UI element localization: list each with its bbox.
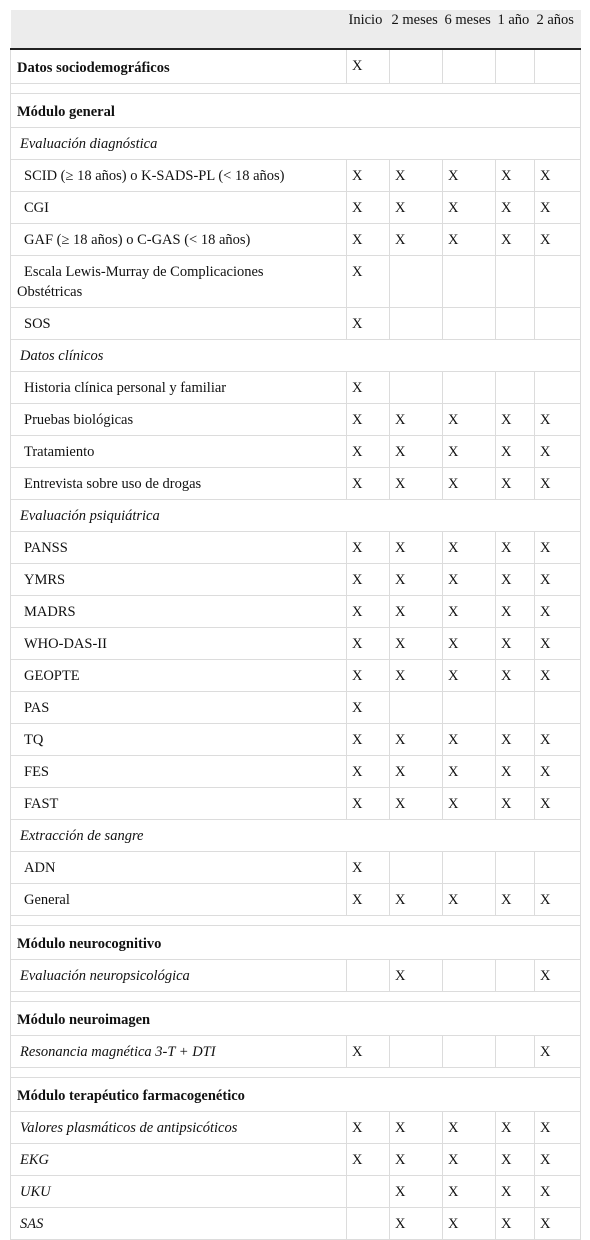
mark-inicio: X	[347, 308, 390, 340]
section-row	[11, 1002, 581, 1036]
section-title-modulo-neurocognitivo: Módulo neurocognitivo	[11, 926, 581, 960]
subsection-row	[11, 500, 581, 532]
row-label-scid-18-anos-o-k-sads-pl-18-anos: SCID (≥ 18 años) o K-SADS-PL (< 18 años)	[11, 160, 347, 192]
mark-2-anos: X	[535, 1112, 581, 1144]
row-label-uku: UKU	[11, 1176, 347, 1208]
mark-1-ano: X	[496, 628, 535, 660]
mark-6-meses	[443, 256, 496, 308]
table-row	[11, 160, 581, 192]
mark-1-ano: X	[496, 788, 535, 820]
spacer-row	[11, 916, 581, 926]
header-col-1-ano: 1 año	[496, 10, 535, 49]
row-label-gaf-18-anos-o-c-gas-18-anos: GAF (≥ 18 años) o C-GAS (< 18 años)	[11, 224, 347, 256]
mark-inicio: X	[347, 49, 390, 84]
mark-2-anos: X	[535, 564, 581, 596]
table-row	[11, 404, 581, 436]
mark-2-meses: X	[390, 404, 443, 436]
mark-6-meses: X	[443, 788, 496, 820]
mark-inicio: X	[347, 436, 390, 468]
mark-2-anos: X	[535, 628, 581, 660]
mark-6-meses: X	[443, 596, 496, 628]
mark-inicio: X	[347, 788, 390, 820]
mark-2-meses: X	[390, 628, 443, 660]
mark-6-meses: X	[443, 532, 496, 564]
mark-inicio: X	[347, 160, 390, 192]
mark-2-meses: X	[390, 884, 443, 916]
mark-2-meses: X	[390, 1208, 443, 1240]
mark-2-anos	[535, 49, 581, 84]
mark-6-meses: X	[443, 436, 496, 468]
row-label-fast: FAST	[11, 788, 347, 820]
mark-2-meses: X	[390, 788, 443, 820]
row-label-valores-plasmaticos-de-antipsicoticos: Valores plasmáticos de antipsicóticos	[11, 1112, 347, 1144]
mark-2-meses: X	[390, 756, 443, 788]
table-header	[11, 10, 581, 49]
row-label-who-das-ii: WHO-DAS-II	[11, 628, 347, 660]
row-label-sos: SOS	[11, 308, 347, 340]
subsection-title-evaluacion-psiquiatrica: Evaluación psiquiátrica	[11, 500, 581, 532]
section-title-modulo-terapeutico-farmacogenetico: Módulo terapéutico farmacogenético	[11, 1078, 581, 1112]
row-label-adn: ADN	[11, 852, 347, 884]
mark-2-anos: X	[535, 404, 581, 436]
mark-inicio: X	[347, 724, 390, 756]
mark-1-ano: X	[496, 404, 535, 436]
subsection-title-extraccion-de-sangre: Extracción de sangre	[11, 820, 581, 852]
mark-2-meses	[390, 308, 443, 340]
table-row	[11, 1036, 581, 1068]
mark-inicio: X	[347, 596, 390, 628]
spacer-row	[11, 992, 581, 1002]
mark-inicio: X	[347, 1144, 390, 1176]
section-row	[11, 1078, 581, 1112]
mark-2-anos: X	[535, 160, 581, 192]
mark-6-meses	[443, 692, 496, 724]
mark-2-meses: X	[390, 160, 443, 192]
mark-1-ano: X	[496, 724, 535, 756]
mark-2-anos: X	[535, 596, 581, 628]
mark-1-ano: X	[496, 192, 535, 224]
mark-2-meses: X	[390, 724, 443, 756]
mark-2-meses: X	[390, 192, 443, 224]
mark-6-meses: X	[443, 192, 496, 224]
mark-inicio: X	[347, 1036, 390, 1068]
mark-inicio: X	[347, 564, 390, 596]
table-row	[11, 224, 581, 256]
mark-1-ano: X	[496, 596, 535, 628]
mark-2-meses: X	[390, 596, 443, 628]
subsection-row	[11, 128, 581, 160]
row-label-tratamiento: Tratamiento	[11, 436, 347, 468]
header-label-cell	[11, 10, 347, 49]
table-row	[11, 960, 581, 992]
mark-inicio: X	[347, 192, 390, 224]
mark-inicio: X	[347, 884, 390, 916]
section-row	[11, 94, 581, 128]
mark-6-meses	[443, 49, 496, 84]
mark-1-ano: X	[496, 756, 535, 788]
mark-2-anos: X	[535, 960, 581, 992]
table-row	[11, 436, 581, 468]
table-row	[11, 724, 581, 756]
row-label-line-1: Escala Lewis-Murray de Complicaciones	[24, 264, 264, 280]
mark-2-anos: X	[535, 1176, 581, 1208]
header-col-2-meses: 2 meses	[390, 10, 443, 49]
row-label-entrevista-sobre-uso-de-drogas: Entrevista sobre uso de drogas	[11, 468, 347, 500]
mark-2-anos: X	[535, 436, 581, 468]
mark-2-meses: X	[390, 1144, 443, 1176]
subsection-title-datos-clinicos: Datos clínicos	[11, 340, 581, 372]
mark-6-meses: X	[443, 1144, 496, 1176]
mark-2-anos	[535, 308, 581, 340]
table-container	[10, 10, 580, 1232]
mark-inicio: X	[347, 224, 390, 256]
mark-2-meses: X	[390, 468, 443, 500]
section-title-modulo-neuroimagen: Módulo neuroimagen	[11, 1002, 581, 1036]
mark-2-meses	[390, 852, 443, 884]
mark-inicio	[347, 1208, 390, 1240]
subsection-row	[11, 340, 581, 372]
mark-6-meses: X	[443, 1208, 496, 1240]
mark-1-ano: X	[496, 436, 535, 468]
mark-6-meses: X	[443, 1112, 496, 1144]
mark-2-anos: X	[535, 756, 581, 788]
row-label-tq: TQ	[11, 724, 347, 756]
table-body	[11, 49, 581, 1240]
row-label-escala-lewis-murray-de-complicaciones	[11, 256, 347, 308]
mark-2-meses: X	[390, 1176, 443, 1208]
mark-1-ano	[496, 308, 535, 340]
table-row	[11, 1112, 581, 1144]
mark-2-anos: X	[535, 1208, 581, 1240]
spacer-cell	[11, 84, 581, 94]
mark-1-ano	[496, 256, 535, 308]
spacer-cell	[11, 1068, 581, 1078]
mark-6-meses: X	[443, 660, 496, 692]
mark-1-ano	[496, 960, 535, 992]
mark-1-ano: X	[496, 1112, 535, 1144]
mark-2-meses	[390, 372, 443, 404]
mark-inicio: X	[347, 372, 390, 404]
section-row	[11, 926, 581, 960]
table-row	[11, 1176, 581, 1208]
mark-6-meses: X	[443, 756, 496, 788]
mark-6-meses	[443, 1036, 496, 1068]
mark-2-anos: X	[535, 532, 581, 564]
mark-inicio: X	[347, 1112, 390, 1144]
mark-2-anos	[535, 256, 581, 308]
table-row	[11, 49, 581, 84]
table-row	[11, 308, 581, 340]
table-row	[11, 372, 581, 404]
table-row	[11, 1144, 581, 1176]
mark-2-meses: X	[390, 660, 443, 692]
table-row	[11, 256, 581, 308]
mark-inicio: X	[347, 628, 390, 660]
table-row	[11, 756, 581, 788]
row-label-cgi: CGI	[11, 192, 347, 224]
mark-inicio	[347, 960, 390, 992]
mark-2-meses: X	[390, 436, 443, 468]
mark-2-anos	[535, 692, 581, 724]
mark-1-ano: X	[496, 532, 535, 564]
mark-2-anos	[535, 372, 581, 404]
mark-inicio: X	[347, 256, 390, 308]
mark-inicio: X	[347, 468, 390, 500]
mark-inicio: X	[347, 756, 390, 788]
mark-2-meses	[390, 256, 443, 308]
mark-6-meses: X	[443, 160, 496, 192]
mark-1-ano: X	[496, 224, 535, 256]
assessment-schedule-table	[10, 10, 581, 1240]
mark-1-ano: X	[496, 884, 535, 916]
mark-2-anos: X	[535, 1144, 581, 1176]
mark-1-ano	[496, 1036, 535, 1068]
mark-2-anos: X	[535, 468, 581, 500]
mark-inicio: X	[347, 852, 390, 884]
mark-2-meses: X	[390, 224, 443, 256]
row-label-general: General	[11, 884, 347, 916]
mark-6-meses: X	[443, 468, 496, 500]
row-label-ekg: EKG	[11, 1144, 347, 1176]
table-row	[11, 564, 581, 596]
table-row	[11, 852, 581, 884]
table-row	[11, 596, 581, 628]
spacer-cell	[11, 992, 581, 1002]
spacer-cell	[11, 916, 581, 926]
mark-6-meses: X	[443, 404, 496, 436]
mark-1-ano: X	[496, 468, 535, 500]
mark-1-ano	[496, 49, 535, 84]
mark-1-ano: X	[496, 564, 535, 596]
row-label-pruebas-biologicas: Pruebas biológicas	[11, 404, 347, 436]
mark-1-ano	[496, 692, 535, 724]
mark-1-ano: X	[496, 660, 535, 692]
header-row	[11, 10, 581, 49]
mark-6-meses: X	[443, 884, 496, 916]
row-label-sas: SAS	[11, 1208, 347, 1240]
mark-2-meses	[390, 49, 443, 84]
row-label-evaluacion-neuropsicologica: Evaluación neuropsicológica	[11, 960, 347, 992]
header-col-2-anos: 2 años	[535, 10, 581, 49]
subsection-title-evaluacion-diagnostica: Evaluación diagnóstica	[11, 128, 581, 160]
mark-6-meses	[443, 372, 496, 404]
mark-1-ano	[496, 852, 535, 884]
mark-inicio	[347, 1176, 390, 1208]
section-title-modulo-general: Módulo general	[11, 94, 581, 128]
row-label-panss: PANSS	[11, 532, 347, 564]
row-label-fes: FES	[11, 756, 347, 788]
mark-1-ano: X	[496, 1144, 535, 1176]
subsection-row	[11, 820, 581, 852]
mark-2-anos: X	[535, 192, 581, 224]
table-row	[11, 1208, 581, 1240]
mark-2-meses: X	[390, 532, 443, 564]
mark-6-meses	[443, 960, 496, 992]
mark-2-anos: X	[535, 884, 581, 916]
mark-6-meses	[443, 852, 496, 884]
row-label-historia-clinica-personal-y-familiar: Historia clínica personal y familiar	[11, 372, 347, 404]
row-label-pas: PAS	[11, 692, 347, 724]
row-label-geopte: GEOPTE	[11, 660, 347, 692]
mark-6-meses: X	[443, 224, 496, 256]
table-row	[11, 192, 581, 224]
table-row	[11, 468, 581, 500]
spacer-row	[11, 1068, 581, 1078]
mark-inicio: X	[347, 660, 390, 692]
row-label-datos-sociodemograficos: Datos sociodemográficos	[11, 49, 347, 84]
mark-6-meses: X	[443, 628, 496, 660]
row-label-madrs: MADRS	[11, 596, 347, 628]
row-label-line-2: Obstétricas	[17, 284, 83, 300]
mark-2-anos: X	[535, 1036, 581, 1068]
mark-2-anos: X	[535, 724, 581, 756]
mark-inicio: X	[347, 532, 390, 564]
table-row	[11, 884, 581, 916]
table-row	[11, 532, 581, 564]
mark-2-meses: X	[390, 1112, 443, 1144]
mark-2-anos: X	[535, 224, 581, 256]
table-row	[11, 628, 581, 660]
mark-1-ano: X	[496, 1208, 535, 1240]
mark-1-ano: X	[496, 160, 535, 192]
mark-6-meses: X	[443, 1176, 496, 1208]
mark-2-meses: X	[390, 960, 443, 992]
mark-1-ano	[496, 372, 535, 404]
header-col-6-meses: 6 meses	[443, 10, 496, 49]
spacer-row	[11, 84, 581, 94]
mark-inicio: X	[347, 404, 390, 436]
mark-2-anos	[535, 852, 581, 884]
table-row	[11, 692, 581, 724]
mark-2-meses	[390, 692, 443, 724]
mark-2-anos: X	[535, 660, 581, 692]
mark-inicio: X	[347, 692, 390, 724]
header-col-inicio: Inicio	[347, 10, 390, 49]
row-label-ymrs: YMRS	[11, 564, 347, 596]
mark-6-meses	[443, 308, 496, 340]
mark-6-meses: X	[443, 724, 496, 756]
table-row	[11, 660, 581, 692]
mark-2-anos: X	[535, 788, 581, 820]
mark-6-meses: X	[443, 564, 496, 596]
row-label-resonancia-magnetica-3-t-dti: Resonancia magnética 3-T + DTI	[11, 1036, 347, 1068]
table-row	[11, 788, 581, 820]
mark-1-ano: X	[496, 1176, 535, 1208]
mark-2-meses	[390, 1036, 443, 1068]
mark-2-meses: X	[390, 564, 443, 596]
